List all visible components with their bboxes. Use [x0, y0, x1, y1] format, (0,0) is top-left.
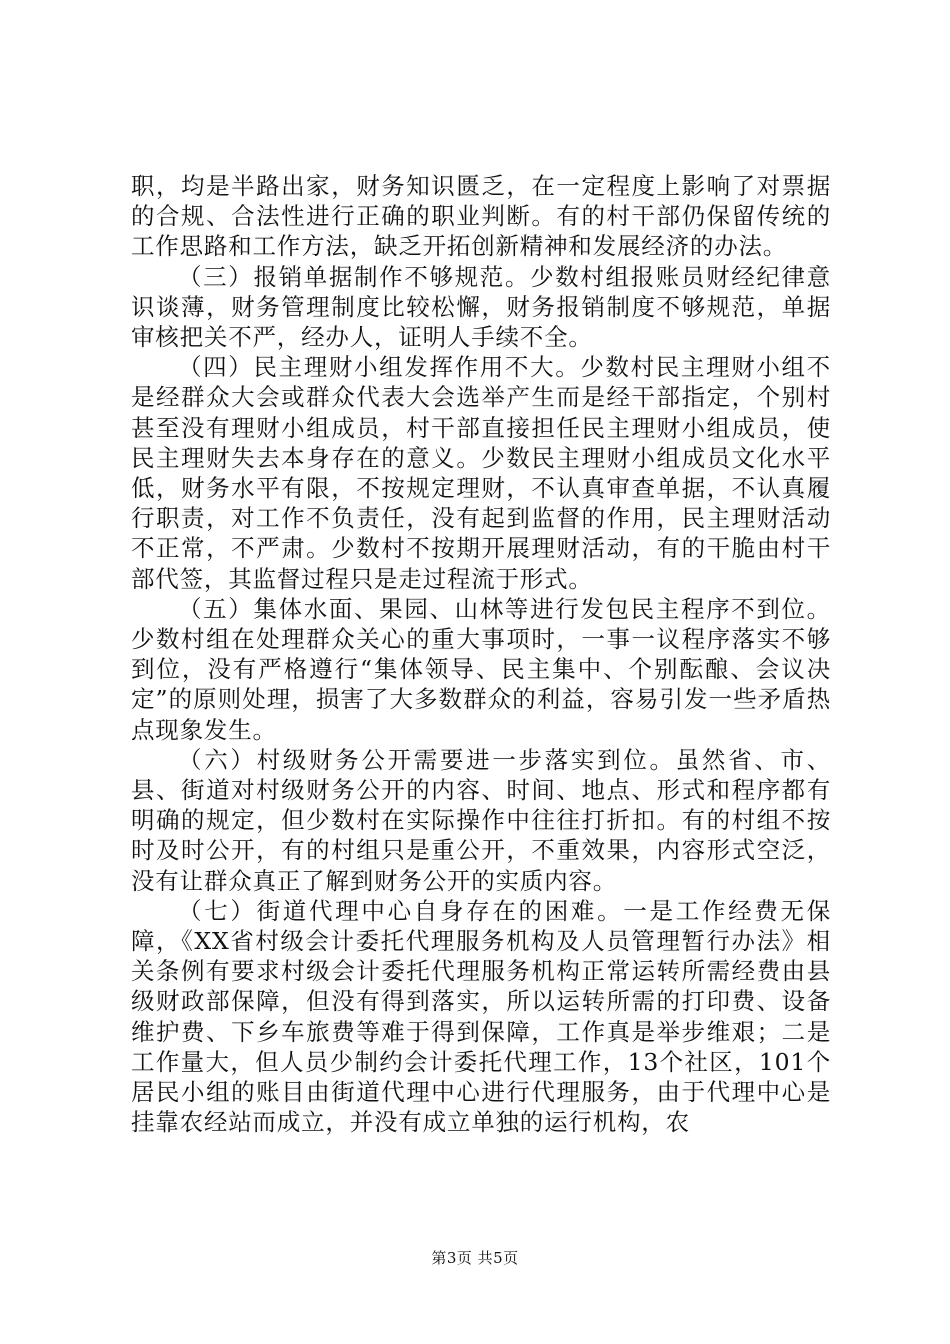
paragraph-section-3: （三）报销单据制作不够规范。少数村组报账员财经纪律意识谈薄，财务管理制度比较松懈，财务报销制度不够规范，单据审核把关不严，经办人，证明人手续不全。 [131, 262, 831, 352]
paragraph-section-6: （六）村级财务公开需要进一步落实到位。虽然省、市、县、街道对村级财务公开的内容、时间、地点、形式和程序都有明确的规定，但少数村在实际操作中往往打折扣。有的村组不按时及时公开，有的村组只是重公开，不重效果，内容形式空泛，没有让群众真正了解到财务公开的实质内容。 [131, 745, 831, 895]
paragraph-section-7: （七）街道代理中心自身存在的困难。一是工作经费无保障，《XX省村级会计委托代理服务机构及人员管理暂行办法》相关条例有要求村级会计委托代理服务机构正常运转所需经费由县级财政部保障，但没有得到落实，所以运转所需的打印费、设备维护费、下乡车旅费等难于得到保障，工作真是举步维艰；二是工作量大，但人员少制约会计委托代理工作，13个社区，101个居民小组的账目由街道代理中心进行代理服务，由于代理中心是挂靠农经站而成立，并没有成立单独的运行机构，农 [131, 896, 831, 1137]
paragraph-continuation: 职，均是半路出家，财务知识匮乏，在一定程度上影响了对票据的合规、合法性进行正确的职业判断。有的村干部仍保留传统的工作思路和工作方法，缺乏开拓创新精神和发展经济的办法。 [131, 172, 831, 261]
paragraph-section-4: （四）民主理财小组发挥作用不大。少数村民主理财小组不是经群众大会或群众代表大会选举产生而是经干部指定，个别村甚至没有理财小组成员，村干部直接担任民主理财小组成员，使民主理财失去本身存在的意义。少数民主理财小组成员文化水平低，财务水平有限，不按规定理财，不认真审查单据，不认真履行职责，对工作不负责任，没有起到监督的作用，民主理财活动不正常，不严肃。少数村不按期开展理财活动，有的干脆由村干部代签，其监督过程只是走过程流于形式。 [131, 353, 831, 593]
document-body [131, 171, 831, 1138]
paragraph-section-5: （五）集体水面、果园、山林等进行发包民主程序不到位。少数村组在处理群众关心的重大事项时，一事一议程序落实不够到位，没有严格遵行“集体领导、民主集中、个别酝酿、会议决定”的原则处理，损害了大多数群众的利益，容易引发一些矛盾热点现象发生。 [131, 594, 831, 744]
page-footer: 第3页 共5页 [431, 1249, 519, 1267]
